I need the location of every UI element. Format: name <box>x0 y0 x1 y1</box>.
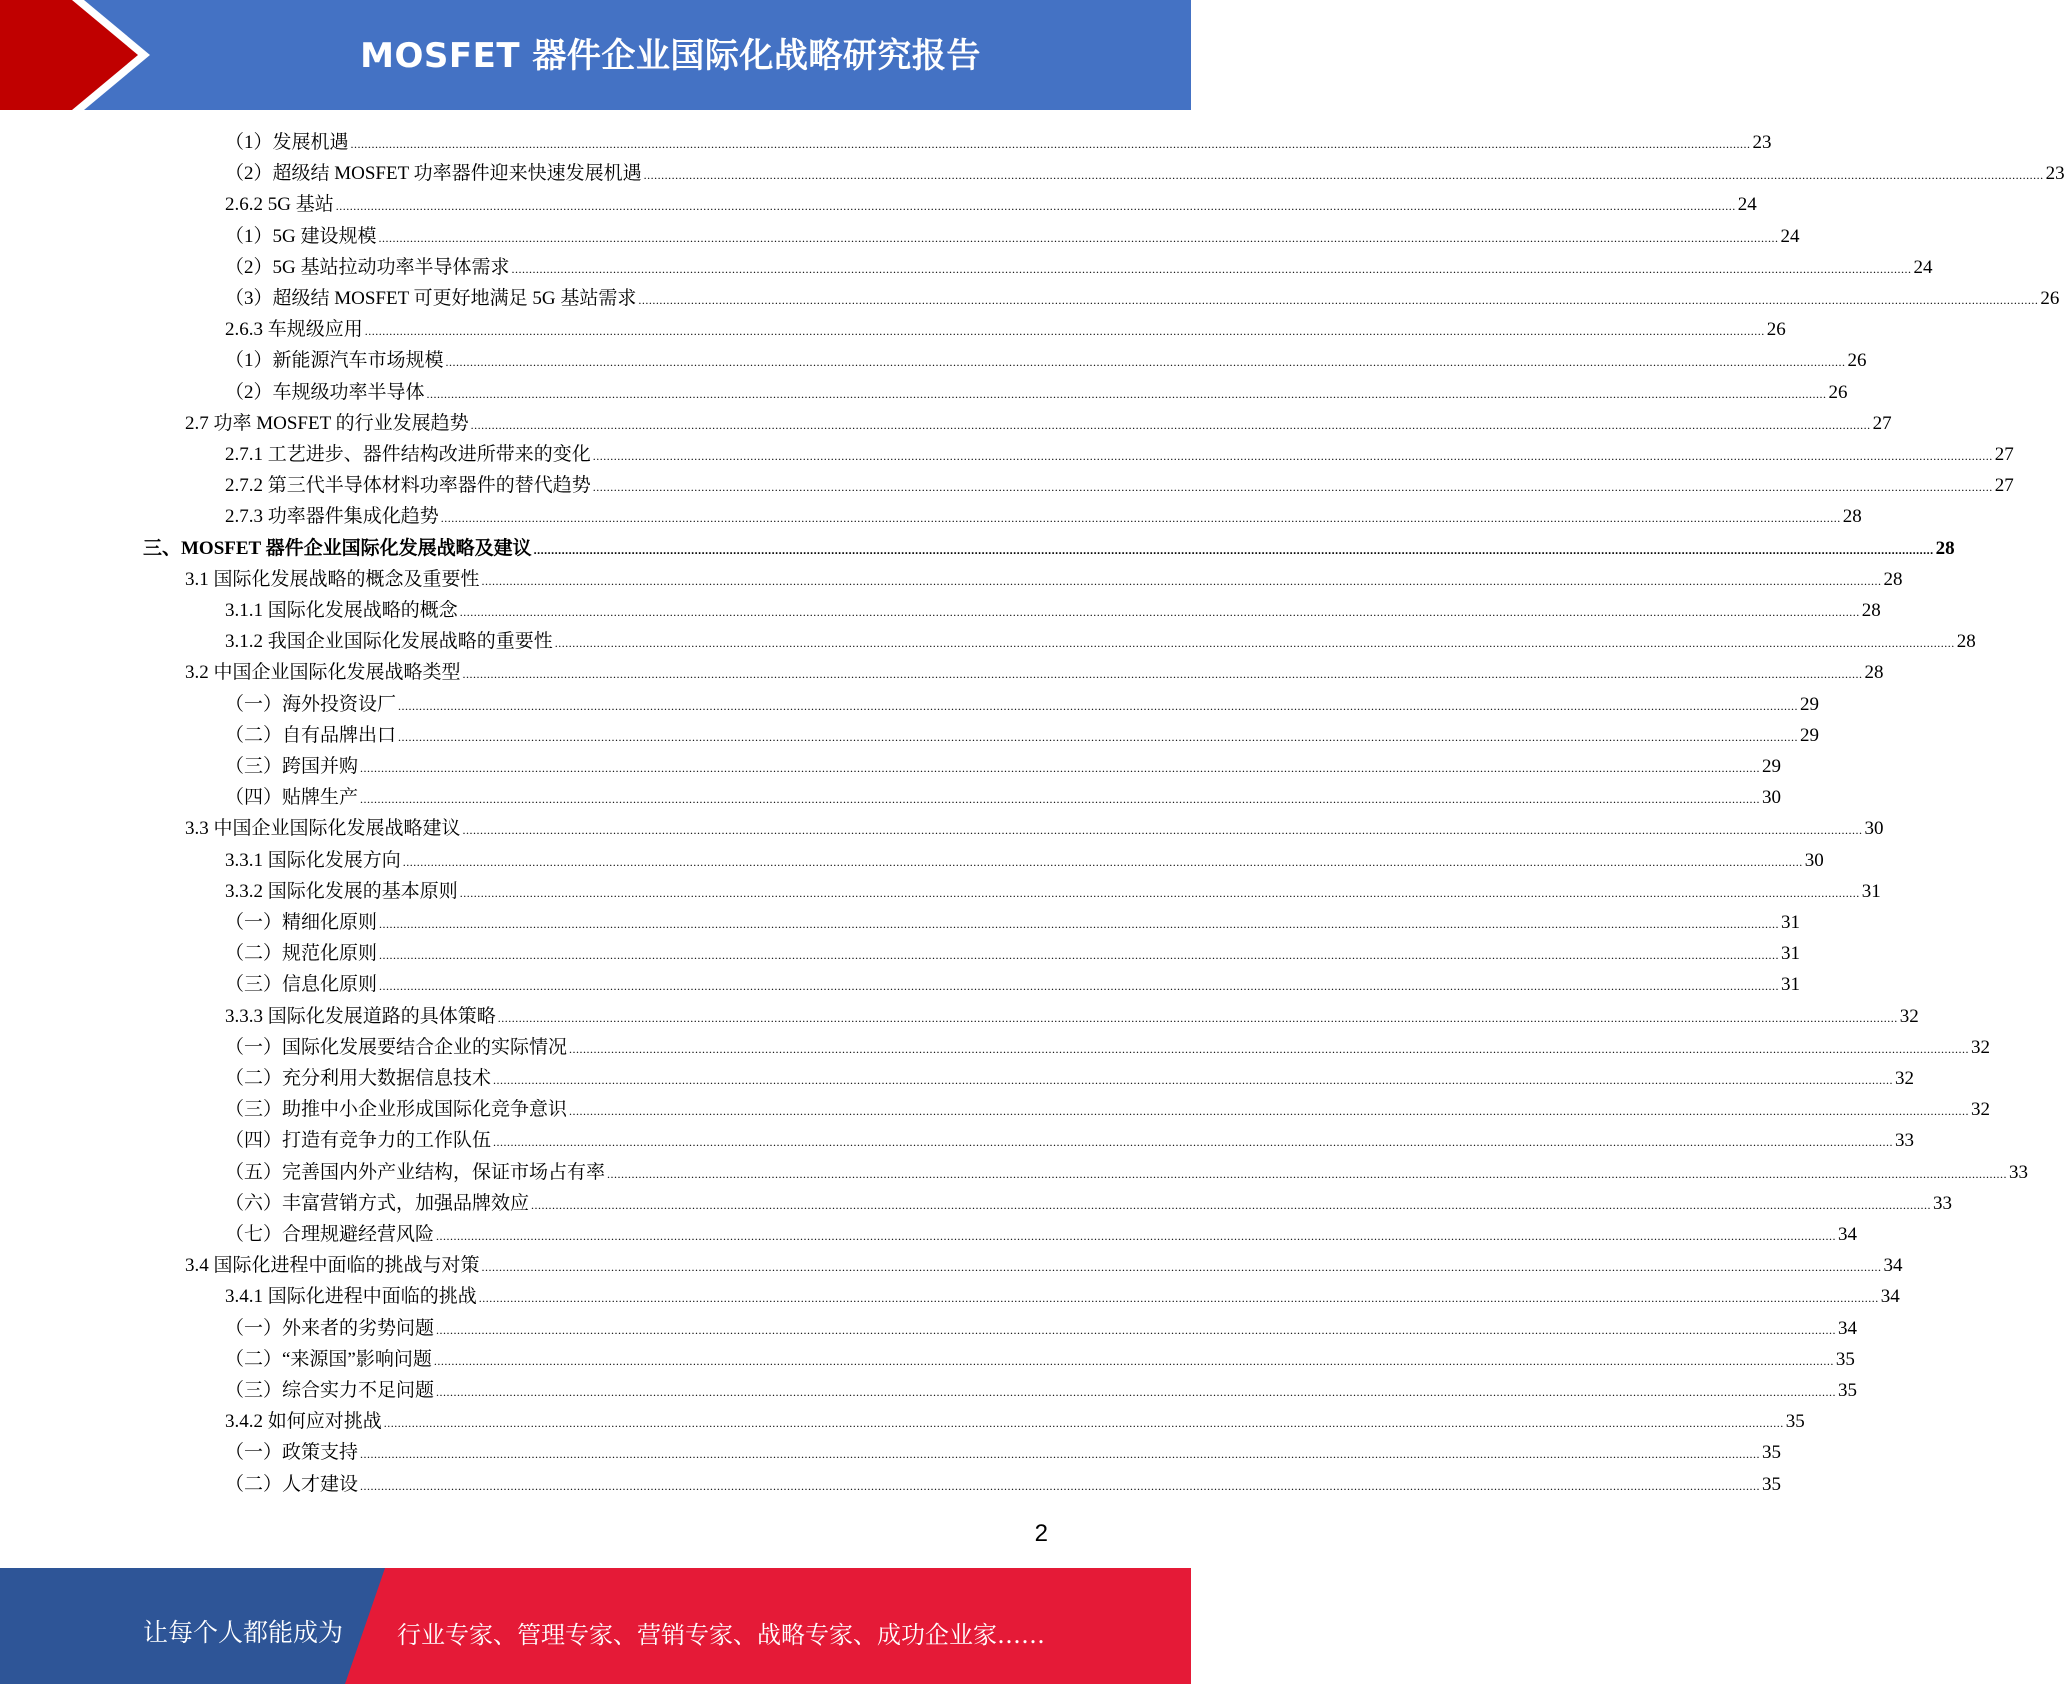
toc-dot-leader: ................................................................................................................................................................................................................................................................................................................................................................................................................ <box>462 823 1863 838</box>
toc-entry-page: 30 <box>1762 787 1782 809</box>
toc-dot-leader: ................................................................................................................................................................................................................................................................................................................................................................................................................ <box>433 1353 1834 1368</box>
toc-dot-leader: ................................................................................................................................................................................................................................................................................................................................................................................................................ <box>638 293 2039 307</box>
toc-entry-page: 28 <box>1861 600 1881 621</box>
toc-entry[interactable] <box>225 1313 1858 1344</box>
toc-entry-label: （1）新能源汽车市场规模 <box>225 350 444 372</box>
toc-entry-label: 3.4.1 国际化进程中面临的挑战 <box>225 1286 477 1308</box>
toc-entry[interactable] <box>225 720 1820 751</box>
toc-dot-leader: ................................................................................................................................................................................................................................................................................................................................................................................................................ <box>383 1416 1784 1431</box>
toc-entry[interactable] <box>225 252 1933 283</box>
toc-entry-page: 28 <box>1935 537 1955 559</box>
toc-entry-page: 31 <box>1781 974 1801 996</box>
toc-entry-page: 34 <box>1880 1286 1900 1308</box>
toc-entry-label: 3.1.2 我国企业国际化发展战略的重要性 <box>225 631 553 653</box>
toc-entry-label: （二）“来源国”影响问题 <box>225 1348 432 1370</box>
toc-entry-label: 2.7.2 第三代半导体材料功率器件的替代趋势 <box>225 475 591 497</box>
toc-dot-leader: ................................................................................................................................................................................................................................................................................................................................................................................................................ <box>436 1229 1837 1243</box>
toc-entry-page: 24 <box>1913 256 1933 278</box>
toc-entry-page: 30 <box>1804 849 1824 871</box>
toc-entry[interactable] <box>225 221 1800 252</box>
toc-entry[interactable] <box>225 1469 1782 1500</box>
toc-entry-page: 34 <box>1883 1255 1903 1277</box>
toc-dot-leader: ................................................................................................................................................................................................................................................................................................................................................................................................................ <box>379 948 1780 963</box>
toc-entry-label: 3.3 中国企业国际化发展战略建议 <box>185 818 461 840</box>
toc-entry[interactable] <box>225 377 1848 408</box>
toc-entry[interactable] <box>225 1281 1900 1312</box>
toc-dot-leader: ................................................................................................................................................................................................................................................................................................................................................................................................................ <box>360 1447 1761 1462</box>
toc-entry-label: （二）自有品牌出口 <box>225 724 397 746</box>
toc-dot-leader: ................................................................................................................................................................................................................................................................................................................................................................................................................ <box>478 1291 1879 1306</box>
toc-entry[interactable] <box>225 1344 1855 1375</box>
toc-entry-page: 32 <box>1971 1036 1991 1058</box>
toc-entry[interactable] <box>225 283 2060 314</box>
footer-slogan-left: 让每个人都能成为 <box>143 1618 344 1647</box>
toc-dot-leader: ................................................................................................................................................................................................................................................................................................................................................................................................................ <box>554 636 1955 651</box>
toc-entry-label: 2.6.2 5G 基站 <box>225 194 334 216</box>
toc-entry-page: 26 <box>2040 288 2060 309</box>
toc-entry-label: （一）政策支持 <box>225 1442 359 1464</box>
toc-entry[interactable] <box>225 1032 1991 1063</box>
toc-dot-leader: ................................................................................................................................................................................................................................................................................................................................................................................................................ <box>592 449 1993 463</box>
toc-dot-leader: ................................................................................................................................................................................................................................................................................................................................................................................................................ <box>378 230 1779 245</box>
toc-entry[interactable] <box>225 127 1772 158</box>
toc-dot-leader: ................................................................................................................................................................................................................................................................................................................................................................................................................ <box>445 355 1846 370</box>
toc-entry-page: 26 <box>1847 350 1867 372</box>
toc-entry[interactable] <box>225 1375 1858 1406</box>
toc-entry-page: 28 <box>1883 568 1903 590</box>
toc-dot-leader: ................................................................................................................................................................................................................................................................................................................................................................................................................ <box>481 1260 1882 1275</box>
toc-entry[interactable] <box>225 1437 1782 1468</box>
toc-dot-leader: ................................................................................................................................................................................................................................................................................................................................................................................................................ <box>607 1166 2008 1181</box>
toc-entry[interactable] <box>225 345 1867 376</box>
toc-entry-page: 28 <box>1956 631 1976 653</box>
header-chevron-red <box>0 0 72 110</box>
page-header <box>0 0 1191 110</box>
toc-dot-leader: ................................................................................................................................................................................................................................................................................................................................................................................................................ <box>459 885 1860 900</box>
toc-dot-leader: ................................................................................................................................................................................................................................................................................................................................................................................................................ <box>569 1104 1970 1119</box>
toc-entry[interactable] <box>185 813 1884 844</box>
toc-dot-leader: ................................................................................................................................................................................................................................................................................................................................................................................................................ <box>360 1478 1761 1493</box>
toc-dot-leader: ................................................................................................................................................................................................................................................................................................................................................................................................................ <box>436 1322 1837 1337</box>
toc-dot-leader: ................................................................................................................................................................................................................................................................................................................................................................................................................ <box>459 605 1860 619</box>
toc-dot-leader: ................................................................................................................................................................................................................................................................................................................................................................................................................ <box>493 1135 1894 1150</box>
toc-entry-label: （2）超级结 MOSFET 功率器件迎来快速发展机遇 <box>225 163 642 185</box>
toc-entry[interactable] <box>225 501 1862 532</box>
toc-entry-page: 33 <box>1933 1192 1953 1214</box>
toc-entry-page: 33 <box>1895 1130 1915 1152</box>
toc-entry[interactable] <box>143 533 1955 564</box>
toc-entry-label: （三）信息化原则 <box>225 974 378 996</box>
toc-dot-leader: ................................................................................................................................................................................................................................................................................................................................................................................................................ <box>493 1073 1894 1087</box>
toc-entry-label: 2.7.3 功率器件集成化趋势 <box>225 506 439 528</box>
toc-entry-label: （2）5G 基站拉动功率半导体需求 <box>225 256 510 278</box>
toc-entry-label: （2）车规级功率半导体 <box>225 381 425 403</box>
toc-entry-label: （六）丰富营销方式，加强品牌效应 <box>225 1192 530 1214</box>
toc-entry-label: （3）超级结 MOSFET 可更好地满足 5G 基站需求 <box>225 288 637 309</box>
toc-entry-page: 35 <box>1835 1348 1855 1370</box>
toc-entry-label: （四）打造有竞争力的工作队伍 <box>225 1130 492 1152</box>
toc-dot-leader: ................................................................................................................................................................................................................................................................................................................................................................................................................ <box>426 386 1827 401</box>
toc-entry[interactable] <box>225 751 1782 782</box>
toc-entry-label: （三）综合实力不足问题 <box>225 1380 435 1401</box>
toc-entry-label: （二）人才建设 <box>225 1473 359 1495</box>
toc-entry-page: 24 <box>1737 194 1757 216</box>
footer-slogan-right: 行业专家、管理专家、营销专家、战略专家、成功企业家…… <box>397 1621 1045 1649</box>
toc-entry[interactable] <box>225 1094 1991 1125</box>
toc-entry-label: 3.3.3 国际化发展道路的具体策略 <box>225 1005 496 1027</box>
toc-entry-page: 35 <box>1762 1473 1782 1495</box>
toc-dot-leader: ................................................................................................................................................................................................................................................................................................................................................................................................................ <box>569 1041 1970 1056</box>
toc-entry[interactable] <box>225 969 1801 1000</box>
toc-dot-leader: ................................................................................................................................................................................................................................................................................................................................................................................................................ <box>364 324 1765 339</box>
toc-entry-label: 3.1.1 国际化发展战略的概念 <box>225 600 458 621</box>
toc-entry[interactable] <box>225 189 1757 220</box>
toc-entry-page: 27 <box>1994 475 2014 497</box>
toc-entry[interactable] <box>225 314 1786 345</box>
toc-entry-page: 34 <box>1838 1317 1858 1339</box>
toc-entry-label: 三、MOSFET 器件企业国际化发展战略及建议 <box>143 537 532 559</box>
toc-entry-page: 30 <box>1864 818 1884 840</box>
toc-entry[interactable] <box>185 564 1903 595</box>
toc-entry[interactable] <box>185 408 1892 439</box>
toc-dot-leader: ................................................................................................................................................................................................................................................................................................................................................................................................................ <box>497 1010 1898 1025</box>
toc-entry-label: （三）跨国并购 <box>225 756 359 777</box>
toc-entry-label: （三）助推中小企业形成国际化竞争意识 <box>225 1099 568 1121</box>
toc-entry-page: 32 <box>1895 1068 1915 1089</box>
toc-entry[interactable] <box>225 876 1881 907</box>
toc-entry-label: （二）规范化原则 <box>225 943 378 965</box>
toc-entry[interactable] <box>185 1250 1903 1281</box>
toc-dot-leader: ................................................................................................................................................................................................................................................................................................................................................................................................................ <box>481 573 1882 588</box>
toc-dot-leader: ................................................................................................................................................................................................................................................................................................................................................................................................................ <box>398 698 1799 713</box>
toc-entry-page: 24 <box>1780 225 1800 247</box>
toc-entry-label: 3.4 国际化进程中面临的挑战与对策 <box>185 1255 480 1277</box>
toc-entry[interactable] <box>225 689 1820 720</box>
toc-entry-page: 34 <box>1838 1224 1858 1245</box>
toc-entry[interactable] <box>225 938 1801 969</box>
toc-entry[interactable] <box>225 907 1801 938</box>
toc-entry-label: 3.3.1 国际化发展方向 <box>225 849 401 871</box>
toc-entry[interactable] <box>225 1001 1919 1032</box>
toc-dot-leader: ................................................................................................................................................................................................................................................................................................................................................................................................................ <box>511 261 1912 276</box>
toc-entry-label: 3.3.2 国际化发展的基本原则 <box>225 880 458 902</box>
toc-entry-label: （1）5G 建设规模 <box>225 225 377 247</box>
toc-dot-leader: ................................................................................................................................................................................................................................................................................................................................................................................................................ <box>462 667 1863 682</box>
toc-entry-page: 26 <box>1828 381 1848 403</box>
toc-entry-label: 3.4.2 如何应对挑战 <box>225 1411 382 1433</box>
toc-entry[interactable] <box>225 1125 1915 1156</box>
toc-entry-page: 29 <box>1800 693 1820 715</box>
toc-entry[interactable] <box>185 657 1884 688</box>
toc-entry[interactable] <box>225 1406 1805 1437</box>
toc-entry-page: 33 <box>2009 1161 2029 1183</box>
toc-entry-label: （七）合理规避经营风险 <box>225 1224 435 1245</box>
toc-entry-page: 29 <box>1800 724 1820 746</box>
toc-entry[interactable] <box>225 470 2014 501</box>
header-chevron-red-tip <box>72 0 138 110</box>
toc-entry-page: 32 <box>1971 1099 1991 1121</box>
toc-dot-leader: ................................................................................................................................................................................................................................................................................................................................................................................................................ <box>379 979 1780 994</box>
toc-dot-leader: ................................................................................................................................................................................................................................................................................................................................................................................................................ <box>398 729 1799 744</box>
toc-dot-leader: ................................................................................................................................................................................................................................................................................................................................................................................................................ <box>335 199 1736 214</box>
toc-entry-label: 3.2 中国企业国际化发展战略类型 <box>185 662 461 684</box>
toc-entry-page: 35 <box>1838 1380 1858 1401</box>
toc-entry-label: （一）精细化原则 <box>225 912 378 933</box>
toc-entry-label: （四）贴牌生产 <box>225 787 359 809</box>
page-number: 2 <box>1034 1520 1048 1547</box>
toc-entry[interactable] <box>225 595 1881 626</box>
toc-entry[interactable] <box>225 782 1782 813</box>
toc-entry-label: （五）完善国内外产业结构，保证市场占有率 <box>225 1161 606 1183</box>
toc-entry-page: 27 <box>1994 444 2014 465</box>
toc-entry-page: 29 <box>1762 756 1782 777</box>
toc-dot-leader: ................................................................................................................................................................................................................................................................................................................................................................................................................ <box>531 1197 1932 1212</box>
toc-entry-page: 27 <box>1872 412 1892 434</box>
toc-entry[interactable] <box>225 845 1824 876</box>
toc-dot-leader: ................................................................................................................................................................................................................................................................................................................................................................................................................ <box>440 511 1841 526</box>
toc-entry-label: （1）发展机遇 <box>225 132 349 153</box>
toc-entry[interactable] <box>225 1157 2029 1188</box>
toc-entry[interactable] <box>225 158 2065 189</box>
toc-dot-leader: ................................................................................................................................................................................................................................................................................................................................................................................................................ <box>436 1385 1837 1399</box>
toc-entry-page: 23 <box>1752 132 1772 153</box>
toc-entry-page: 26 <box>1766 319 1786 341</box>
report-title: MOSFET 器件企业国际化战略研究报告 <box>360 36 981 76</box>
toc-entry-label: （一）外来者的劣势问题 <box>225 1317 435 1339</box>
toc-entry[interactable] <box>225 439 2014 470</box>
toc-entry-label: （一）海外投资设厂 <box>225 693 397 715</box>
toc-entry-page: 28 <box>1842 506 1862 528</box>
toc-entry[interactable] <box>225 1188 1953 1219</box>
toc-entry-page: 31 <box>1861 880 1881 902</box>
toc-entry-label: 3.1 国际化发展战略的概念及重要性 <box>185 568 480 590</box>
toc-entry-page: 28 <box>1864 662 1884 684</box>
toc-dot-leader: ................................................................................................................................................................................................................................................................................................................................................................................................................ <box>360 792 1761 807</box>
toc-dot-leader: ................................................................................................................................................................................................................................................................................................................................................................................................................ <box>379 917 1780 931</box>
toc-entry-label: 2.6.3 车规级应用 <box>225 319 363 341</box>
page-footer <box>0 1568 1191 1684</box>
toc-entry-page: 31 <box>1781 912 1801 933</box>
toc-entry-label: 2.7.1 工艺进步、器件结构改进所带来的变化 <box>225 444 591 465</box>
toc-entry-label: （二）充分利用大数据信息技术 <box>225 1068 492 1089</box>
toc-dot-leader: ................................................................................................................................................................................................................................................................................................................................................................................................................ <box>402 854 1803 869</box>
toc-dot-leader: ................................................................................................................................................................................................................................................................................................................................................................................................................ <box>350 137 1751 151</box>
toc-entry-page: 31 <box>1781 943 1801 965</box>
toc-entry-page: 32 <box>1899 1005 1919 1027</box>
toc-entry-page: 35 <box>1785 1411 1805 1433</box>
toc-dot-leader: ................................................................................................................................................................................................................................................................................................................................................................................................................ <box>360 761 1761 775</box>
toc-entry[interactable] <box>225 1219 1858 1250</box>
toc-dot-leader: ................................................................................................................................................................................................................................................................................................................................................................................................................ <box>592 480 1993 495</box>
toc-entry-page: 23 <box>2045 163 2065 185</box>
toc-dot-leader: ................................................................................................................................................................................................................................................................................................................................................................................................................ <box>470 417 1871 432</box>
toc-entry[interactable] <box>225 1063 1915 1094</box>
toc-dot-leader: ................................................................................................................................................................................................................................................................................................................................................................................................................ <box>643 168 2044 183</box>
toc-entry-page: 35 <box>1762 1442 1782 1464</box>
toc-entry-label: （一）国际化发展要结合企业的实际情况 <box>225 1036 568 1058</box>
toc-dot-leader: ................................................................................................................................................................................................................................................................................................................................................................................................................ <box>533 542 1934 557</box>
toc-entry[interactable] <box>225 626 1976 657</box>
toc-entry-label: 2.7 功率 MOSFET 的行业发展趋势 <box>185 412 469 434</box>
